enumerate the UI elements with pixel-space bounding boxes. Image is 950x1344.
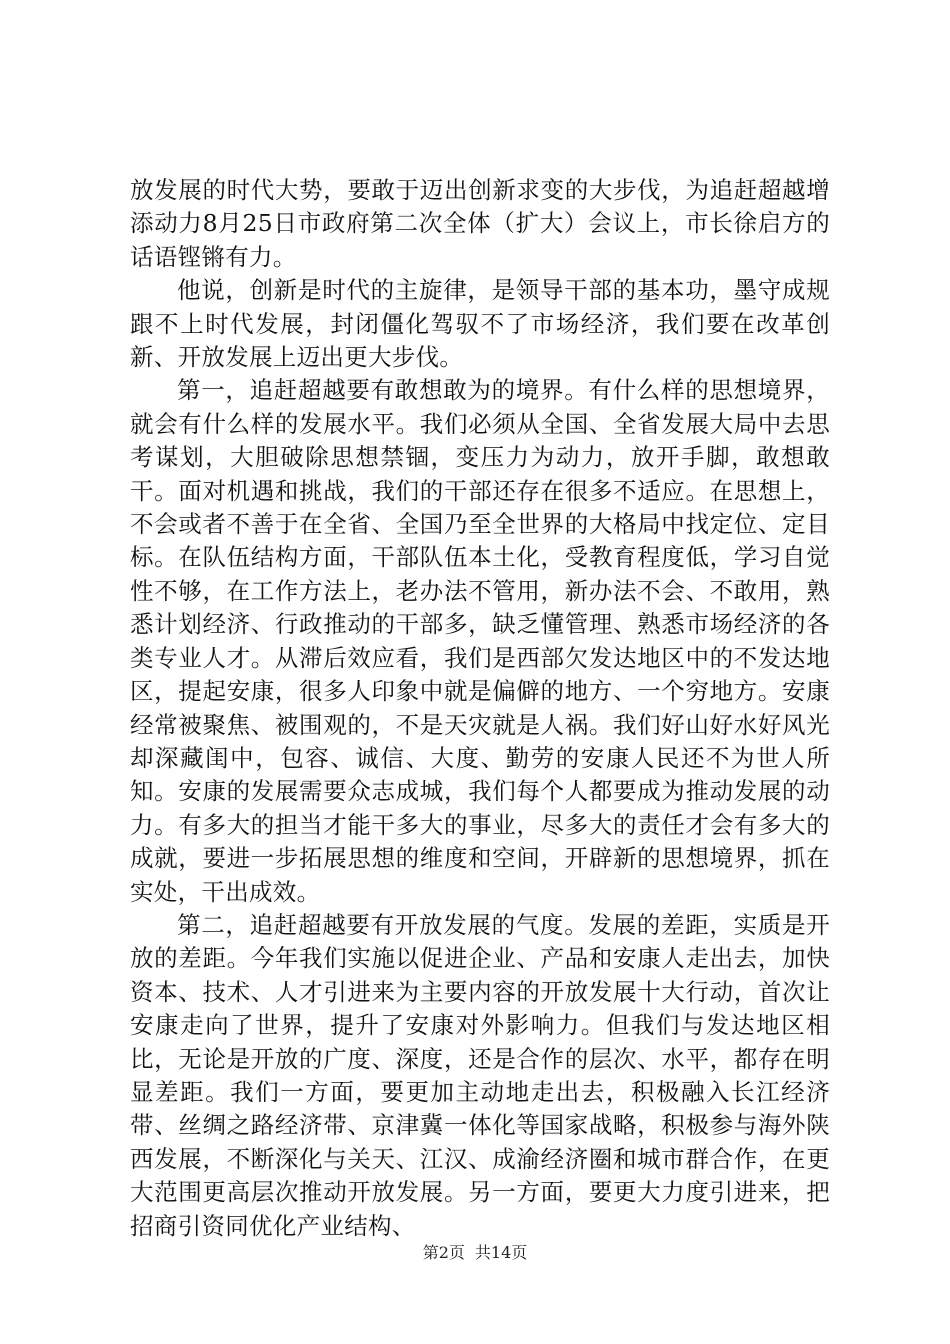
page-total: 共14页 — [474, 1243, 528, 1262]
paragraph: 他说，创新是时代的主旋律，是领导干部的基本功，墨守成规跟不上时代发展，封闭僵化驾驭不了市场经济，我们要在改革创新、开放发展上迈出更大步伐。 — [130, 276, 830, 372]
page-footer — [0, 1242, 950, 1264]
page-number: 第2页 — [422, 1243, 465, 1262]
document-body — [130, 174, 830, 1243]
paragraph: 第二，追赶超越要有开放发展的气度。发展的差距，实质是开放的差距。今年我们实施以促进企业、产品和安康人走出去，加快资本、技术、人才引进来为主要内容的开放发展十大行动，首次让安康走向了世界，提升了安康对外影响力。但我们与发达地区相比，无论是开放的广度、深度，还是合作的层次、水平，都存在明显差距。我们一方面，要更加主动地走出去，积极融入长江经济带、丝绸之路经济带、京津冀一体化等国家战略，积极参与海外陕西发展，不断深化与关天、江汉、成渝经济圈和城市群合作，在更大范围更高层次推动开放发展。另一方面，要更大力度引进来，把招商引资同优化产业结构、 — [130, 910, 830, 1240]
paragraph-continuation: 放发展的时代大势，要敢于迈出创新求变的大步伐，为追赶超越增添动力8月25日市政府第二次全体（扩大）会议上，市长徐启方的话语铿锵有力。 — [130, 176, 830, 271]
paragraph: 第一，追赶超越要有敢想敢为的境界。有什么样的思想境界，就会有什么样的发展水平。我们必须从全国、全省发展大局中去思考谋划，大胆破除思想禁锢，变压力为动力，放开手脚，敢想敢干。面对机遇和挑战，我们的干部还存在很多不适应。在思想上，不会或者不善于在全省、全国乃至全世界的大格局中找定位、定目标。在队伍结构方面，干部队伍本土化，受教育程度低，学习自觉性不够，在工作方法上，老办法不管用，新办法不会、不敢用，熟悉计划经济、行政推动的干部多，缺乏懂管理、熟悉市场经济的各类专业人才。从滞后效应看，我们是西部欠发达地区中的不发达地区，提起安康，很多人印象中就是偏僻的地方、一个穷地方。安康经常被聚焦、被围观的，不是天灾就是人祸。我们好山好水好风光却深藏闺中，包容、诚信、大度、勤劳的安康人民还不为世人所知。安康的发展需要众志成城，我们每个人都要成为推动发展的动力。有多大的担当才能干多大的事业，尽多大的责任才会有多大的成就，要进一步拓展思想的维度和空间，开辟新的思想境界，抓在实处，干出成效。 — [130, 376, 830, 906]
